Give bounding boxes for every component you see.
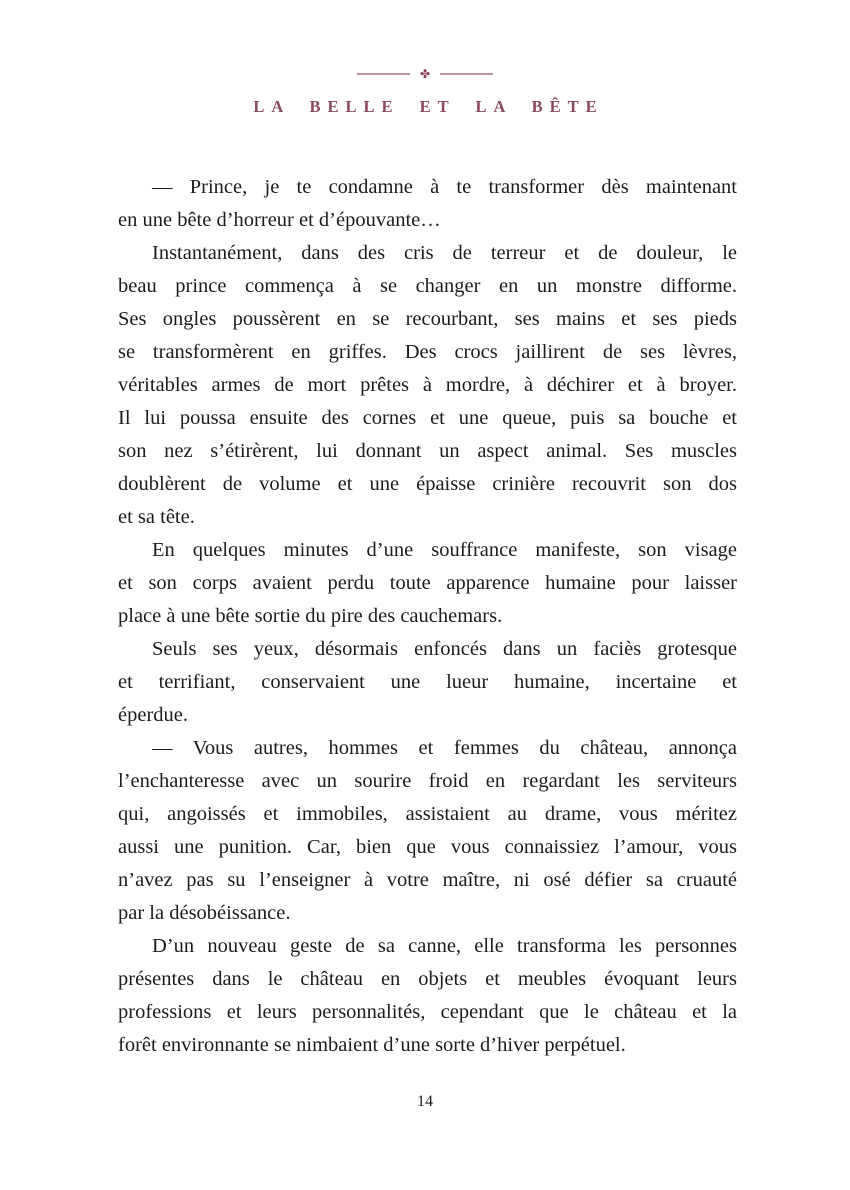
text-line: D’un nouveau geste de sa canne, elle transforma les personnes: [152, 935, 737, 957]
page-footer: [0, 1093, 850, 1111]
paragraph: [118, 930, 737, 1062]
text-line: se transformèrent en griffes. Des crocs jaillirent de ses lèvres,: [118, 341, 737, 363]
text-line: et sa tête.: [118, 506, 195, 528]
text-line: professions et leurs personnalités, cependant que le château et la: [118, 1001, 737, 1023]
paragraph: [118, 171, 737, 237]
text-line: Seuls ses yeux, désormais enfoncés dans un faciès grotesque: [152, 638, 737, 660]
text-line: et terrifiant, conservaient une lueur humaine, incertaine et: [118, 671, 737, 693]
text-line: en une bête d’horreur et d’épouvante…: [118, 209, 441, 231]
header-ornament: [0, 66, 850, 82]
ornament-rule-right: [440, 73, 493, 75]
text-line: l’enchanteresse avec un sourire froid en regardant les serviteurs: [118, 770, 737, 792]
flower-icon: ✤: [419, 67, 431, 81]
text-line: son nez s’étirèrent, lui donnant un aspect animal. Ses muscles: [118, 440, 737, 462]
text-line: Ses ongles poussèrent en se recourbant, ses mains et ses pieds: [118, 308, 737, 330]
body-text: [118, 171, 737, 1062]
text-line: Instantanément, dans des cris de terreur et de douleur, le: [152, 242, 737, 264]
text-line: éperdue.: [118, 704, 188, 726]
text-line: — Vous autres, hommes et femmes du château, annonça: [152, 737, 737, 759]
paragraph: [118, 633, 737, 732]
text-line: — Prince, je te condamne à te transformer dès maintenant: [152, 176, 737, 198]
paragraph: [118, 732, 737, 930]
text-line: forêt environnante se nimbaient d’une sorte d’hiver perpétuel.: [118, 1034, 626, 1056]
text-line: doublèrent de volume et une épaisse crinière recouvrit son dos: [118, 473, 737, 495]
paragraph: [118, 237, 737, 534]
text-line: beau prince commença à se changer en un monstre difforme.: [118, 275, 737, 297]
text-line: présentes dans le château en objets et meubles évoquant leurs: [118, 968, 737, 990]
page-number: 14: [417, 1093, 433, 1110]
chapter-title: LA BELLE ET LA BÊTE: [253, 97, 604, 116]
paragraph: [118, 534, 737, 633]
text-line: n’avez pas su l’enseigner à votre maître, ni osé défier sa cruauté: [118, 869, 737, 891]
ornament-rule-left: [357, 73, 410, 75]
text-line: place à une bête sortie du pire des cauchemars.: [118, 605, 503, 627]
text-line: par la désobéissance.: [118, 902, 291, 924]
text-line: qui, angoissés et immobiles, assistaient au drame, vous méritez: [118, 803, 737, 825]
text-line: Il lui poussa ensuite des cornes et une queue, puis sa bouche et: [118, 407, 737, 429]
text-line: En quelques minutes d’une souffrance manifeste, son visage: [152, 539, 737, 561]
text-line: véritables armes de mort prêtes à mordre, à déchirer et à broyer.: [118, 374, 737, 396]
text-line: aussi une punition. Car, bien que vous connaissiez l’amour, vous: [118, 836, 737, 858]
text-line: et son corps avaient perdu toute apparence humaine pour laisser: [118, 572, 737, 594]
